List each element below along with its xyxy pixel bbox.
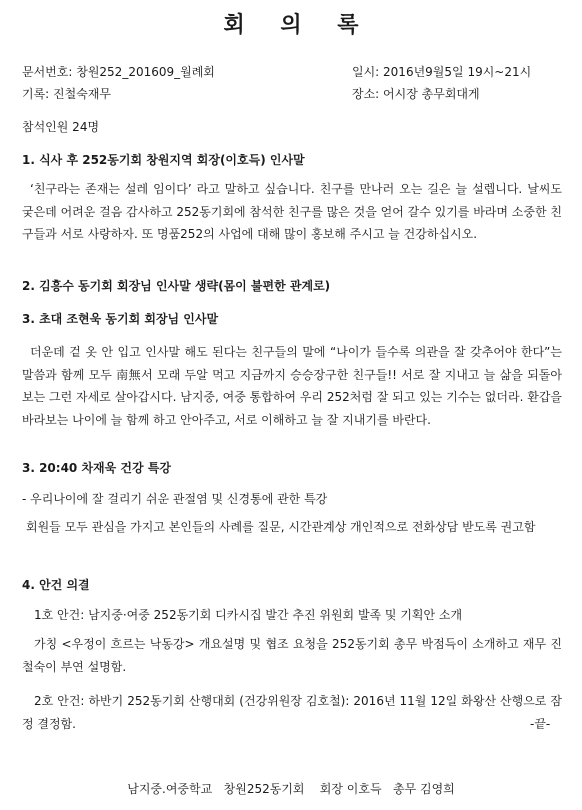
meeting-datetime: 일시: 2016년9월5일 19시~21시 xyxy=(352,65,532,79)
document-number: 문서번호: 창원252_201609_월례회 xyxy=(22,65,215,79)
end-mark: -끝- xyxy=(530,717,551,731)
section-3-body: 더운데 겉 옷 안 입고 인사말 해도 된다는 친구들의 말에 “나이가 들수록 의관을 잘 갖추어야 한다”는 말씀과 함께 모두 南無서 모래 두알 먹고 지금까지 승승장구한 친구들!! 서로 잘 지내고 늘 삶을 되돌아보는 그런 자세로 살아갑시다. 남지중, 여중 통합하여 우리 252처럼 잘 되고 있는 기수는 없더라. 환갑을 바라보는 나이에 늘 함께 하고 안아주고, 서로 이해하고 늘 잘 지내기를 바란다. xyxy=(22,345,562,427)
agenda-item-2: 2호 안건: 하반기 252동기회 산행대회 (건강위원장 김호철): 2016년 11월 12일 화왕산 산행으로 잠정 결정함. xyxy=(22,694,562,731)
agenda-item-1-detail: 가칭 <우정이 흐르는 낙동강> 개요설명 및 협조 요청을 252동기회 총무 박점득이 소개하고 재무 진철숙이 부연 설명함. xyxy=(22,637,562,674)
lecture-note: 회원들 모두 관심을 가지고 본인들의 사례를 질문, 시간관계상 개인적으로 전화상담 받도록 권고함 xyxy=(26,520,536,534)
section-3b-heading: 3. 20:40 차재욱 건강 특강 xyxy=(22,461,171,475)
section-3-heading: 3. 초대 조현욱 동기회 회장님 인사말 xyxy=(22,312,219,326)
attendance-count: 참석인원 24명 xyxy=(22,120,100,134)
agenda-item-1: 1호 안건: 남지중·여중 252동기회 디카시집 발간 추진 위원회 발족 및 기획안 소개 xyxy=(34,608,463,622)
section-2-heading: 2. 김흥수 동기회 회장님 인사말 생략(몸이 불편한 관계로) xyxy=(22,279,331,293)
footer-signature: 남지중.여중학교 창원252동기회 회장 이호득 총무 김영희 xyxy=(127,782,455,796)
recorder: 기록: 진철숙재무 xyxy=(22,87,112,101)
section-4-heading: 4. 안건 의결 xyxy=(22,578,90,592)
section-1-body: ‘친구라는 존재는 설레 임이다’ 라고 말하고 싶습니다. 친구를 만나러 오는 길은 늘 설렙니다. 날씨도 궂은데 어려운 걸음 감사하고 252동기회에 참석한 친구를 많은 것을 얻어 갈수 있기를 바라며 소중한 친구들과 서로 사랑하자. 또 명품252의 사업에 대해 많이 홍보해 주시고 늘 건강하십시오. xyxy=(22,182,562,241)
section-1-heading: 1. 식사 후 252동기회 창원지역 회장(이호득) 인사말 xyxy=(22,153,305,167)
meeting-place: 장소: 어시장 총무회대게 xyxy=(352,87,480,101)
document-title: 회 의 록 xyxy=(223,13,373,38)
lecture-topic: - 우리나이에 잘 걸리기 쉬운 관절염 및 신경통에 관한 특강 xyxy=(22,492,328,506)
